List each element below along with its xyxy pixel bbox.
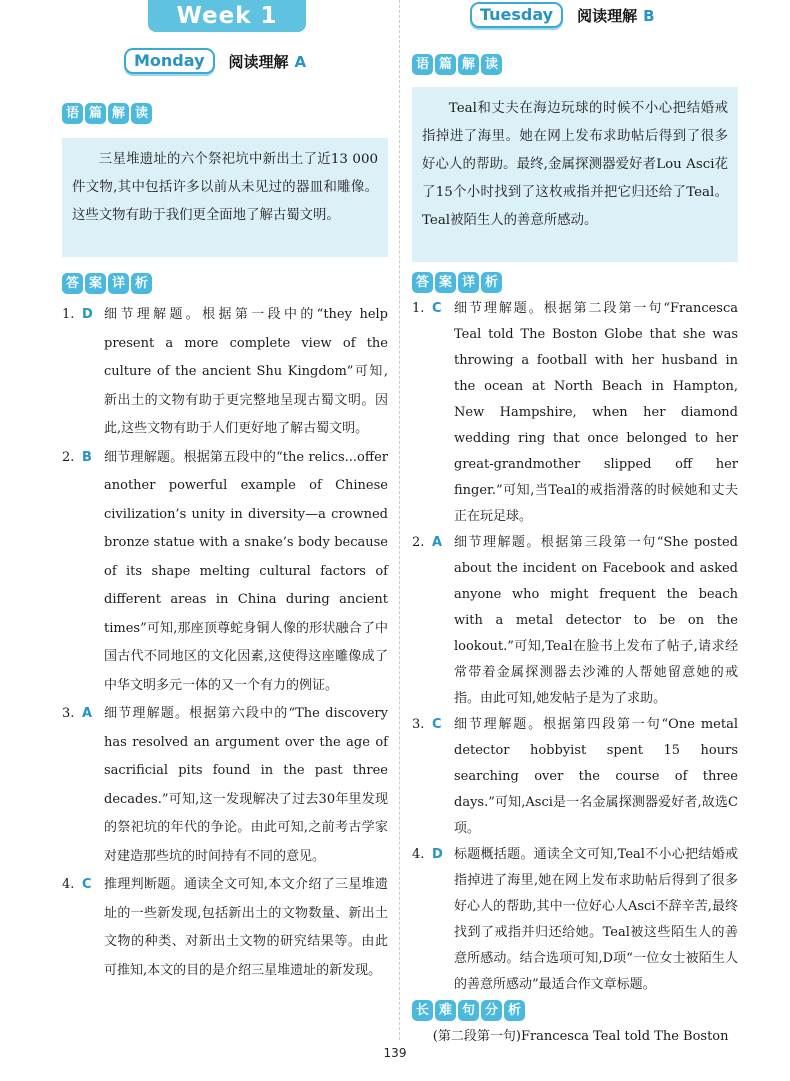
answer-tag-left (62, 273, 388, 295)
answer-item (62, 301, 388, 444)
tag-char: 答 (412, 272, 433, 293)
answer-list-right (412, 296, 738, 998)
tag-char: 析 (481, 272, 502, 293)
summary-box-left: 三星堆遗址的六个祭祀坑中新出土了近13 000件文物,其中包括许多以前从未见过的器皿和雕像。这些文物有助于我们更全面地了解古蜀文明。 (62, 138, 388, 257)
tag-char: 语 (412, 54, 433, 75)
monday-header (124, 48, 306, 74)
tag-char: 篇 (435, 54, 456, 75)
answer-item (412, 712, 738, 842)
left-column (62, 103, 388, 985)
answer-text: 细节理解题。根据第四段第一句“One metal detector hobbyist spent 15 hours searching over the course of three days.”可知,Asci是一名金属探测器爱好者,故选C项。 (454, 717, 738, 836)
tag-char: 案 (85, 273, 106, 294)
answer-letter: A (432, 535, 443, 550)
answer-letter: C (82, 877, 92, 892)
answer-item (412, 296, 738, 530)
answer-text: 细节理解题。根据第一段中的“they help present a more complete view of the culture of the ancient Shu Kingdom”可知,新出土的文物有助于更完整地呈现古蜀文明。因此,这些文物有助于人们更好地了解古蜀文明。 (104, 307, 388, 436)
summary-tag-left (62, 103, 388, 125)
week-banner: Week 1 (148, 0, 306, 32)
answer-tag-right (412, 272, 738, 294)
answer-number: 1. (412, 301, 425, 316)
tag-char: 分 (481, 1000, 502, 1021)
answer-text: 细节理解题。根据第三段第一句“She posted about the incident on Facebook and asked anyone who might frequent the beach with a metal detector to be on the lookout.”可知,Teal在脸书上发布了帖子,请求经常带着金属探测器去沙滩的人帮她留意她的戒指。由此可知,她发帖子是为了求助。 (454, 535, 738, 706)
tag-char: 析 (131, 273, 152, 294)
tag-char: 析 (504, 1000, 525, 1021)
section-title-b (577, 5, 654, 26)
section-title-a (229, 51, 307, 72)
answer-item (412, 530, 738, 712)
answer-list-left (62, 301, 388, 985)
answer-letter: B (82, 449, 92, 465)
column-divider (399, 0, 400, 1040)
tag-char: 案 (435, 272, 456, 293)
tag-char: 句 (458, 1000, 479, 1021)
tag-char: 读 (131, 103, 152, 124)
section-title-text: 阅读理解 (577, 6, 638, 25)
day-pill-monday: Monday (124, 48, 215, 74)
right-column (412, 54, 738, 1050)
answer-item (62, 700, 388, 871)
summary-tag-right (412, 54, 738, 76)
summary-box-right: Teal和丈夫在海边玩球的时候不小心把结婚戒指掉进了海里。她在网上发布求助帖后得到了很多好心人的帮助。最终,金属探测器爱好者Lou Asci花了15个小时找到了这枚戒指并把它归还给了Teal。Teal被陌生人的善意所感动。 (412, 87, 738, 262)
answer-number: 4. (412, 847, 425, 862)
tag-char: 解 (458, 54, 479, 75)
answer-number: 2. (62, 449, 75, 465)
tag-char: 答 (62, 273, 83, 294)
tag-char: 语 (62, 103, 83, 124)
answer-number: 2. (412, 535, 425, 550)
tag-char: 读 (481, 54, 502, 75)
answer-number: 3. (62, 706, 75, 721)
answer-text: 细节理解题。根据第五段中的“the relics...offer another powerful example of Chinese civilization’s unity in diversity—a crowned bronze statue with a snake’s body because of its shape melting cultural factors of different areas in China during ancient times”可知,那座顶尊蛇身铜人像的形状融合了中国古代不同地区的文化因素,这使得这座雕像成了中华文明多元一体的又一个有力的例证。 (104, 449, 388, 693)
answer-item (62, 444, 388, 701)
analysis-tag (412, 1000, 738, 1022)
section-letter: A (294, 52, 307, 71)
answer-letter: D (82, 307, 93, 322)
tag-char: 长 (412, 1000, 433, 1021)
tag-char: 难 (435, 1000, 456, 1021)
section-title-text: 阅读理解 (228, 52, 289, 71)
tag-char: 详 (458, 272, 479, 293)
page-number: 139 (383, 1046, 407, 1060)
answer-text: 标题概括题。通读全文可知,Teal不小心把结婚戒指掉进了海里,她在网上发布求助帖后得到了很多好心人的帮助,其中一位好心人Asci不辞辛苦,最终找到了戒指并归还给她。Teal被这些陌生人的善意所感动。结合选项可知,D项“一位女士被陌生人的善意所感动”最适合作文章标题。 (454, 847, 738, 992)
day-pill-tuesday: Tuesday (470, 2, 563, 28)
tag-char: 篇 (85, 103, 106, 124)
answer-number: 3. (412, 717, 425, 732)
answer-letter: A (82, 706, 93, 721)
analysis-text: (第二段第一句)Francesca Teal told The Boston (432, 1029, 729, 1044)
answer-item (62, 871, 388, 985)
tag-char: 解 (108, 103, 129, 124)
answer-text: 推理判断题。通读全文可知,本文介绍了三星堆遗址的一些新发现,包括新出土的文物数量、新出土文物的种类、对新出土文物的研究结果等。由此可推知,本文的目的是介绍三星堆遗址的新发现。 (104, 877, 388, 978)
answer-text: 细节理解题。根据第二段第一句“Francesca Teal told The Boston Globe that she was throwing a football with her husband in the ocean at North Beach in Hampton, New Hampshire, when her diamond wedding ring that once belonged to her great-grandmother slipped off her finger.”可知,当Teal的戒指滑落的时候她和丈夫正在玩足球。 (454, 301, 738, 524)
tag-char: 详 (108, 273, 129, 294)
section-letter: B (643, 6, 655, 25)
answer-letter: D (432, 847, 443, 862)
answer-number: 4. (62, 877, 75, 892)
answer-number: 1. (62, 307, 75, 322)
tuesday-header (470, 2, 655, 28)
answer-text: 细节理解题。根据第六段中的“The discovery has resolved an argument over the age of sacrificial pits found in the past three decades.”可知,这一发现解决了过去30年里发现的祭祀坑的年代的争论。由此可知,之前考古学家对建造那些坑的时间持有不同的意见。 (104, 706, 388, 864)
answer-item (412, 842, 738, 998)
answer-letter: C (432, 301, 442, 316)
answer-letter: C (432, 717, 442, 732)
